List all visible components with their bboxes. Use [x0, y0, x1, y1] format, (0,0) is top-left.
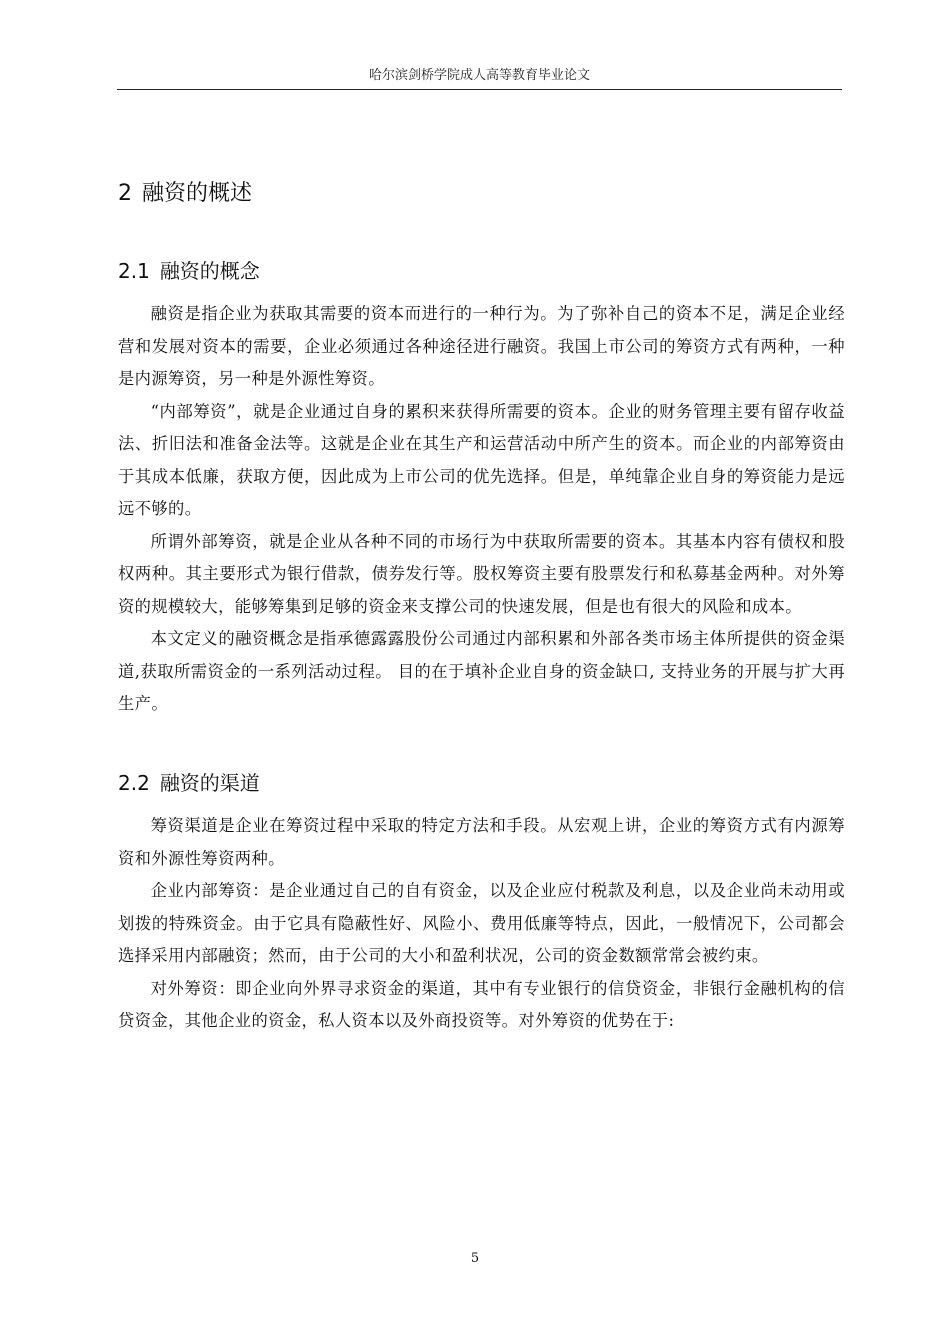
paragraph: 融资是指企业为获取其需要的资本而进行的一种行为。为了弥补自己的资本不足，满足企业经营和发展对资本的需要，企业必须通过各种途径进行融资。我国上市公司的筹资方式有两种，一种是内源筹资，另一种是外源性筹资。 [118, 304, 845, 388]
paragraph: 本文定义的融资概念是指承德露露股份公司通过内部积累和外部各类市场主体所提供的资金渠道,获取所需资金的一系列活动过程。 目的在于填补企业自身的资金缺口, 支持业务的开展与扩大再生产。 [118, 629, 845, 713]
paragraph: “内部筹资”，就是企业通过自身的累积来获得所需要的资本。企业的财务管理主要有留存收益法、折旧法和准备金法等。这就是企业在其生产和运营活动中所产生的资本。而企业的内部筹资由于其成本低廉，获取方便，因此成为上市公司的优先选择。但是，单纯靠企业自身的筹资能力是远远不够的。 [118, 401, 845, 518]
section-heading [118, 767, 260, 796]
section-title: 融资的渠道 [159, 771, 260, 795]
section-number: 2.1 [118, 259, 150, 283]
chapter-number: 2 [118, 181, 132, 206]
paragraph: 对外筹资：即企业向外界寻求资金的渠道，其中有专业银行的信贷资金，非银行金融机构的信贷资金，其他企业的资金，私人资本以及外商投资等。对外筹资的优势在于: [118, 978, 845, 1030]
section-title: 融资的概念 [159, 259, 260, 283]
paragraph: 筹资渠道是企业在筹资过程中采取的特定方法和手段。从宏观上讲，企业的筹资方式有内源筹资和外源性筹资两种。 [118, 816, 845, 868]
page-number: 5 [470, 1251, 480, 1266]
section-number: 2.2 [118, 771, 150, 795]
section-heading [118, 255, 260, 284]
header-title: 哈尔滨剑桥学院成人高等教育毕业论文 [368, 68, 590, 83]
paragraph: 企业内部筹资：是企业通过自己的自有资金，以及企业应付税款及利息，以及企业尚未动用或划拨的特殊资金。由于它具有隐蔽性好、风险小、费用低廉等特点，因此，一般情况下，公司都会选择采用内部融资；然而，由于公司的大小和盈利状况，公司的资金数额常常会被约束。 [118, 881, 845, 965]
section-body [118, 298, 845, 721]
header-divider [117, 89, 842, 90]
chapter-title: 融资的概述 [142, 181, 253, 206]
chapter-heading [118, 176, 252, 207]
section-body [118, 810, 845, 1038]
paragraph: 所谓外部筹资，就是企业从各种不同的市场行为中获取所需要的资本。其基本内容有债权和股权两种。其主要形式为银行借款，债券发行等。股权筹资主要有股票发行和私募基金两种。对外筹资的规模较大，能够筹集到足够的资金来支撑公司的快速发展，但是也有很大的风险和成本。 [118, 531, 845, 616]
